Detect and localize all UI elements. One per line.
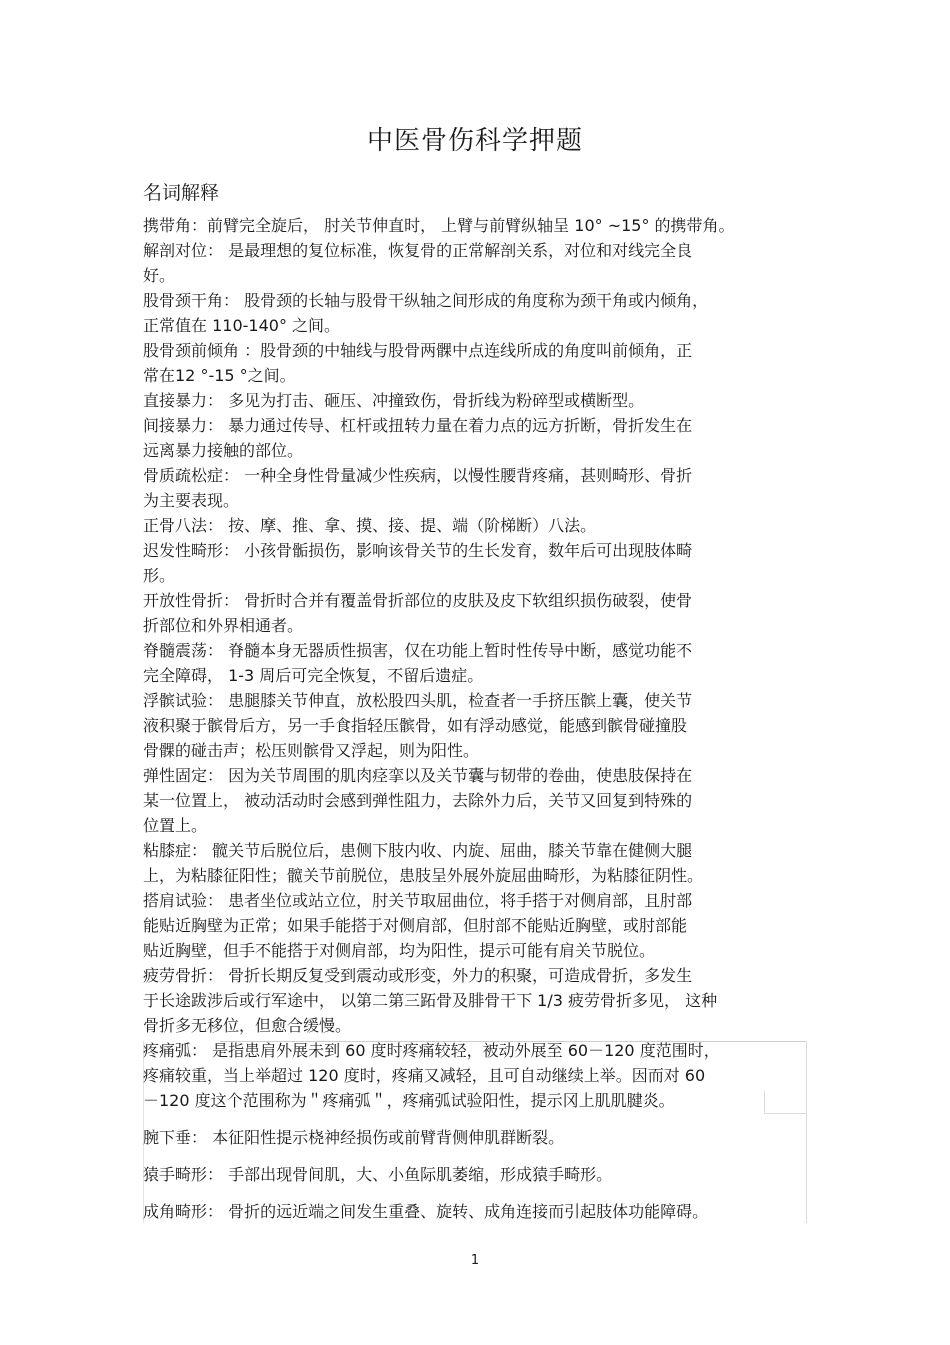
spacer — [143, 1113, 813, 1125]
definitions-body — [143, 213, 813, 1224]
text-line: 好。 — [143, 266, 176, 285]
text-line: 位置上。 — [143, 816, 208, 835]
text-line: 直接暴力： 多见为打击、砸压、冲撞致伤，骨折线为粉碎型或横断型。 — [143, 391, 645, 410]
text-line: 折部位和外界相通者。 — [143, 616, 304, 635]
text-line: 骨折多无移位，但愈合缓慢。 — [143, 1016, 352, 1035]
text-line: 脊髓震荡： 脊髓本身无器质性损害，仅在功能上暂时性传导中断，感觉功能不 — [143, 641, 693, 660]
text-line: 骨髁的碰击声；松压则髌骨又浮起，则为阳性。 — [143, 741, 480, 760]
text-line: 正骨八法： 按、摩、推、拿、摸、接、提、端（阶梯断）八法。 — [143, 516, 597, 535]
text-line: 形。 — [143, 566, 176, 585]
text-line: 弹性固定： 因为关节周围的肌肉痉挛以及关节囊与韧带的卷曲，使患肢保持在 — [143, 766, 693, 785]
document-title: 中医骨伤科学押题 — [366, 126, 583, 156]
text-line: 浮髌试验： 患腿膝关节伸直，放松股四头肌，检查者一手挤压髌上囊，使关节 — [143, 691, 693, 710]
text-line: 上，为粘膝征阳性；髋关节前脱位，患肢呈外展外旋屈曲畸形，为粘膝征阴性。 — [143, 866, 704, 885]
text-line: 成角畸形： 骨折的远近端之间发生重叠、旋转、成角连接而引起肢体功能障碍。 — [143, 1202, 709, 1221]
text-line: 猿手畸形： 手部出现骨间肌，大、小鱼际肌萎缩，形成猿手畸形。 — [143, 1165, 613, 1184]
text-line: 液积聚于髌骨后方，另一手食指轻压髌骨，如有浮动感觉，能感到髌骨碰撞股 — [143, 716, 688, 735]
text-line: 间接暴力： 暴力通过传导、杠杆或扭转力量在着力点的远方折断，骨折发生在 — [143, 416, 693, 435]
text-line: 腕下垂： 本征阳性提示桡神经损伤或前臂背侧伸肌群断裂。 — [143, 1128, 565, 1147]
text-line: 远离暴力接触的部位。 — [143, 441, 304, 460]
text-line: 于长途跋涉后或行军途中， 以第二第三跖骨及腓骨干下 1/3 疲劳骨折多见， 这种 — [143, 991, 718, 1010]
text-line: 骨质疏松症： 一种全身性骨量减少性疾病，以慢性腰背疼痛，甚则畸形、骨折 — [143, 466, 693, 485]
text-line: 疼痛较重，当上举超过 120 度时，疼痛又减轻，且可自动继续上举。因而对 60 — [143, 1066, 706, 1085]
spacer — [143, 1150, 813, 1162]
text-line: －120 度这个范围称为＂疼痛弧＂，疼痛弧试验阳性，提示冈上肌肌腱炎。 — [143, 1091, 675, 1110]
text-line: 解剖对位： 是最理想的复位标准，恢复骨的正常解剖关系，对位和对线完全良 — [143, 241, 693, 260]
text-line: 能贴近胸壁为正常；如果手能搭于对侧肩部，但肘部不能贴近胸壁，或肘部能 — [143, 916, 688, 935]
text-line: 贴近胸壁，但手不能搭于对侧肩部，均为阳性，提示可能有肩关节脱位。 — [143, 941, 656, 960]
text-line: 股骨颈干角： 股骨颈的长轴与股骨干纵轴之间形成的角度称为颈干角或内倾角， — [143, 291, 709, 310]
text-line: 完全障碍， 1-3 周后可完全恢复，不留后遗症。 — [143, 666, 484, 685]
text-line: 常在12 °-15 °之间。 — [143, 366, 296, 385]
text-line: 搭肩试验： 患者坐位或站立位，肘关节取屈曲位，将手搭于对侧肩部，且肘部 — [143, 891, 693, 910]
text-line: 为主要表现。 — [143, 491, 240, 510]
text-line: 开放性骨折： 骨折时合并有覆盖骨折部位的皮肤及皮下软组织损伤破裂，使骨 — [143, 591, 693, 610]
text-line: 股骨颈前倾角 ：股骨颈的中轴线与股骨两髁中点连线所成的角度叫前倾角，正 — [143, 341, 693, 360]
spacer — [143, 1187, 813, 1199]
text-line: 迟发性畸形： 小孩骨骺损伤，影响该骨关节的生长发育，数年后可出现肢体畸 — [143, 541, 693, 560]
page-number: 1 — [470, 1253, 480, 1268]
text-line: 疼痛弧： 是指患肩外展未到 60 度时疼痛较轻，被动外展至 60－120 度范围时， — [143, 1041, 720, 1060]
text-line: 粘膝症： 髋关节后脱位后，患侧下肢内收、内旋、屈曲，膝关节靠在健侧大腿 — [143, 841, 693, 860]
text-line: 正常值在 110-140° 之间。 — [143, 316, 341, 335]
text-line: 疲劳骨折： 骨折长期反复受到震动或形变，外力的积聚，可造成骨折，多发生 — [143, 966, 693, 985]
section-heading: 名词解释 — [143, 182, 220, 204]
text-line: 携带角：前臂完全旋后， 肘关节伸直时， 上臂与前臂纵轴呈 10° ~15° 的携带角。 — [143, 216, 735, 235]
text-line: 某一位置上， 被动活动时会感到弹性阻力，去除外力后，关节又回复到特殊的 — [143, 791, 693, 810]
